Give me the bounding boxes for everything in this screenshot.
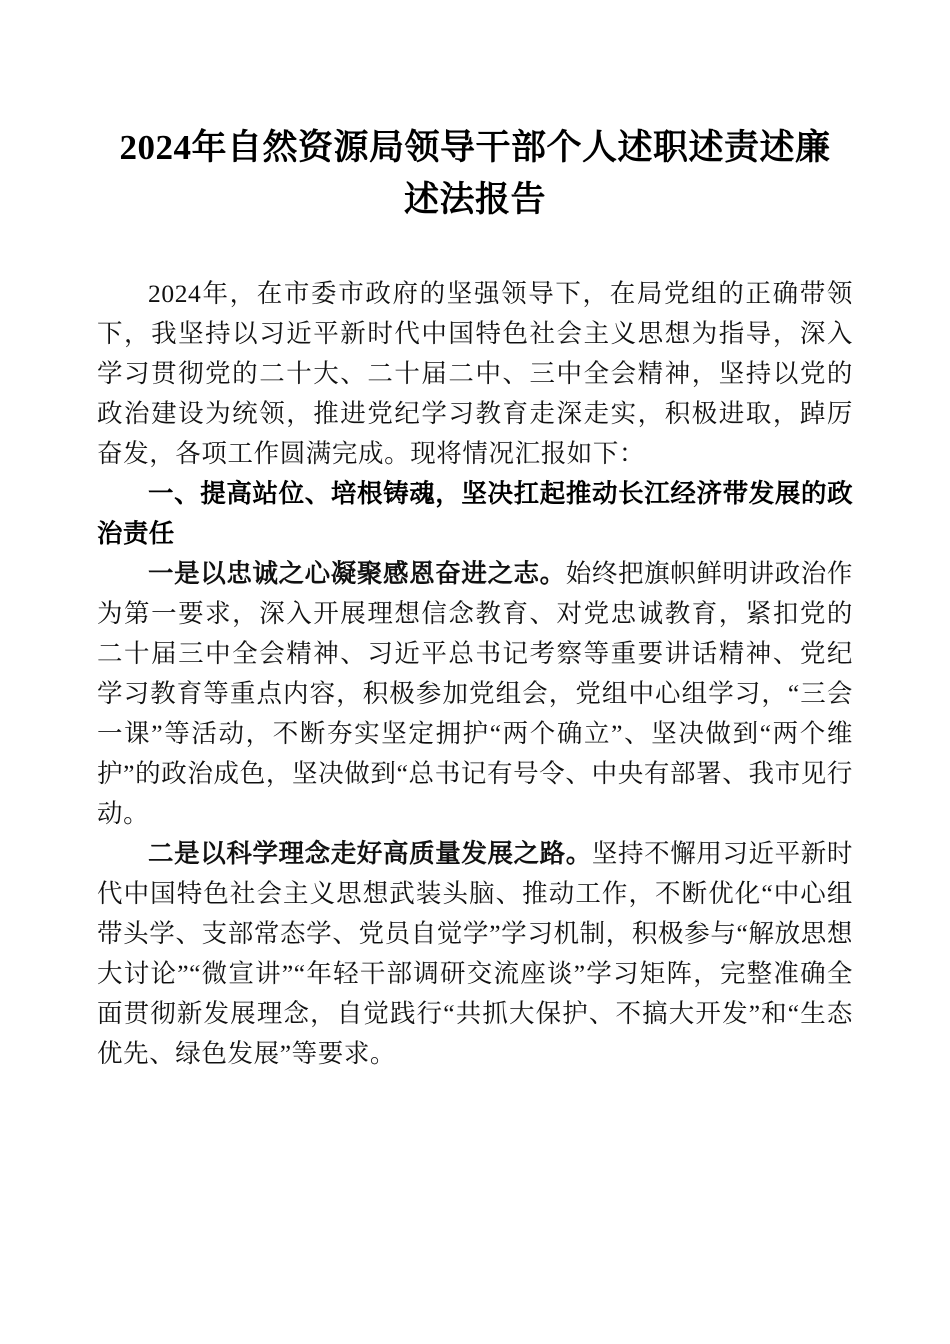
paragraph-item-two <box>97 834 853 1074</box>
item-one-lead-text: 一是以忠诚之心凝聚感恩奋进之志。 <box>148 559 566 588</box>
item-two-body-text: 坚持不懈用习近平新时代中国特色社会主义思想武装头脑、推动工作，不断优化“中心组带头学、支部常态学、党员自觉学”学习机制，积极参与“解放思想大讨论”“微宣讲”“年轻干部调研交流座谈”学习矩阵，完整准确全面贯彻新发展理念，自觉践行“共抓大保护、不搞大开发”和“生态优先、绿色发展”等要求。 <box>97 839 853 1068</box>
paragraph-intro: 2024年，在市委市政府的坚强领导下，在局党组的正确带领下，我坚持以习近平新时代中国特色社会主义思想为指导，深入学习贯彻党的二十大、二十届二中、三中全会精神，坚持以党的政治建设为统领，推进党纪学习教育走深走实，积极进取，踔厉奋发，各项工作圆满完成。现将情况汇报如下： <box>97 279 853 468</box>
page-title: 2024年自然资源局领导干部个人述职述责述廉述法报告 <box>119 128 831 219</box>
item-two-lead-text: 二是以科学理念走好高质量发展之路。 <box>148 839 592 868</box>
item-one-body-text: 始终把旗帜鲜明讲政治作为第一要求，深入开展理想信念教育、对党忠诚教育，紧扣党的二十届三中全会精神、习近平总书记考察等重要讲话精神、党纪学习教育等重点内容，积极参加党组会，党组中心组学习，“三会一课”等活动，不断夯实坚定拥护“两个确立”、坚决做到“两个维护”的政治成色，坚决做到“总书记有号令、中央有部署、我市见行动。 <box>97 559 853 828</box>
section-heading-one: 一、提高站位、培根铸魂，坚决扛起推动长江经济带发展的政治责任 <box>97 480 853 548</box>
paragraph-item-one <box>97 554 853 834</box>
